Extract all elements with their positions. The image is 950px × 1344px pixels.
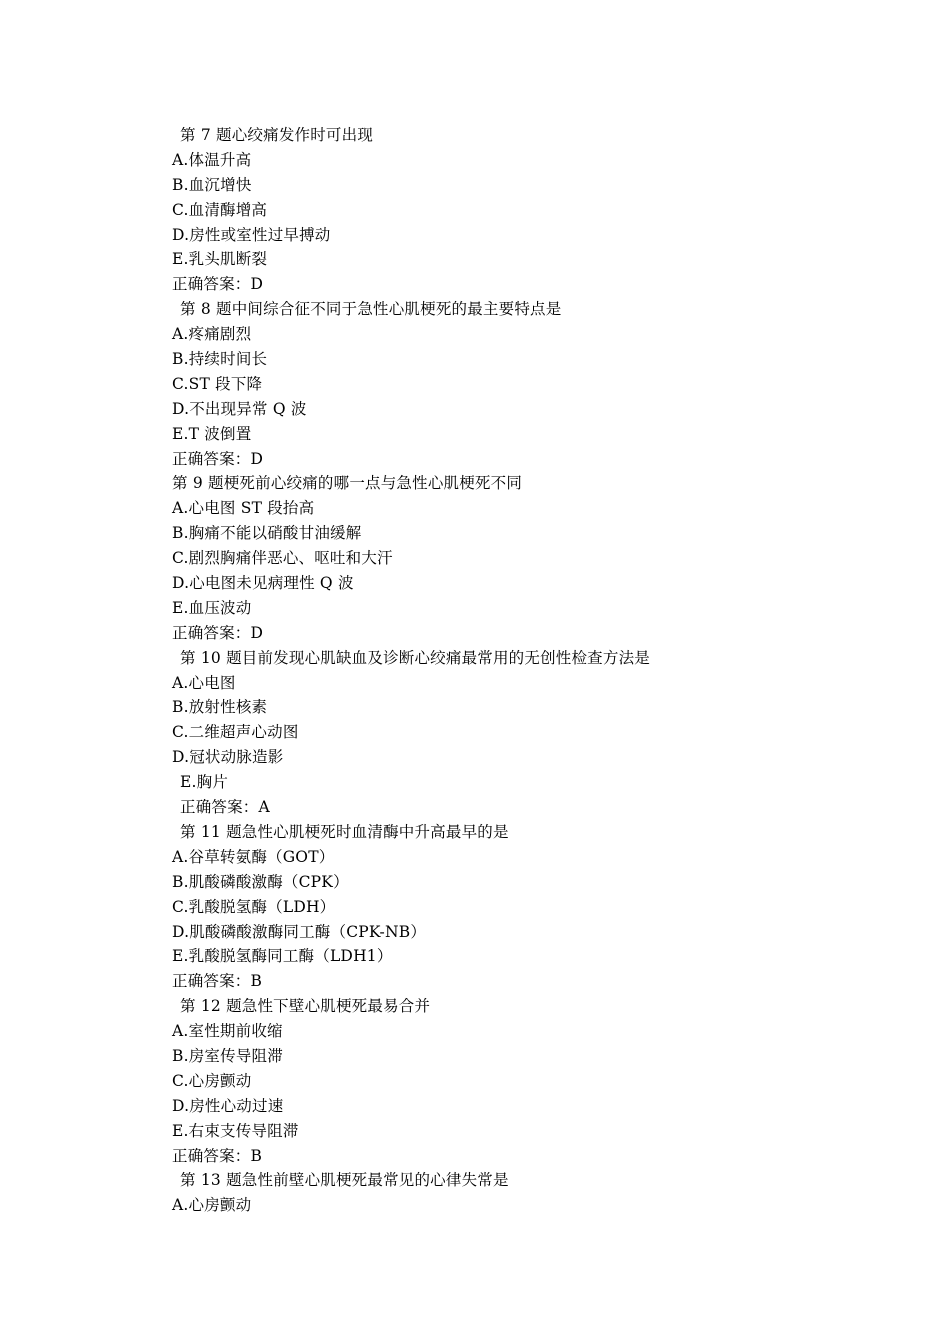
option-line: C.乳酸脱氢酶（LDH） [172, 897, 336, 916]
question-title: 第 13 题急性前壁心肌梗死最常见的心律失常是 [180, 1171, 509, 1190]
question-title: 第 12 题急性下壁心肌梗死最易合并 [180, 997, 431, 1016]
option-line: D.房性或室性过早搏动 [172, 225, 331, 244]
question-title: 第 8 题中间综合征不同于急性心肌梗死的最主要特点是 [180, 300, 562, 319]
question-title: 第 10 题目前发现心肌缺血及诊断心绞痛最常用的无创性检查方法是 [180, 648, 650, 667]
answer-line: 正确答案：D [172, 623, 264, 642]
option-line: C.二维超声心动图 [172, 723, 299, 742]
answer-line: 正确答案：A [180, 798, 270, 817]
option-line: E.乳酸脱氢酶同工酶（LDH1） [172, 947, 393, 966]
option-line: C.心房颤动 [172, 1071, 252, 1090]
option-line: B.肌酸磷酸激酶（CPK） [172, 872, 349, 891]
option-line: A.心电图 [172, 673, 236, 692]
option-line: D.冠状动脉造影 [172, 748, 284, 767]
option-line: E.乳头肌断裂 [172, 250, 268, 269]
answer-line: 正确答案：B [172, 1146, 263, 1165]
option-line: B.胸痛不能以硝酸甘油缓解 [172, 524, 362, 543]
option-line: C.剧烈胸痛伴恶心、呕吐和大汗 [172, 549, 393, 568]
option-line: D.肌酸磷酸激酶同工酶（CPK-NB） [172, 922, 427, 941]
option-line: D.房性心动过速 [172, 1096, 284, 1115]
option-line: A.体温升高 [172, 150, 252, 169]
question-title: 第 9 题梗死前心绞痛的哪一点与急性心肌梗死不同 [172, 474, 523, 493]
option-line: D.心电图未见病理性 Q 波 [172, 574, 354, 593]
option-line: A.室性期前收缩 [172, 1022, 283, 1041]
option-line: A.心房颤动 [172, 1196, 252, 1215]
option-line: B.血沉增快 [172, 175, 252, 194]
option-line: E.胸片 [180, 773, 229, 792]
option-line: B.房室传导阻滞 [172, 1046, 283, 1065]
question-title: 第 11 题急性心肌梗死时血清酶中升高最早的是 [180, 822, 509, 841]
answer-line: 正确答案：D [172, 449, 264, 468]
answer-line: 正确答案：B [172, 972, 263, 991]
option-line: E.右束支传导阻滞 [172, 1121, 299, 1140]
option-line: D.不出现异常 Q 波 [172, 399, 307, 418]
question-title: 第 7 题心绞痛发作时可出现 [180, 126, 374, 144]
option-line: A.心电图 ST 段抬高 [172, 499, 315, 518]
option-line: B.持续时间长 [172, 350, 268, 369]
answer-line: 正确答案：D [172, 275, 264, 294]
option-line: C.ST 段下降 [172, 374, 263, 393]
option-line: B.放射性核素 [172, 698, 268, 717]
option-line: E.T 波倒置 [172, 424, 252, 443]
option-line: E.血压波动 [172, 598, 252, 617]
question-list [172, 123, 872, 1218]
option-line: A.疼痛剧烈 [172, 325, 252, 344]
option-line: A.谷草转氨酶（GOT） [172, 847, 335, 866]
option-line: C.血清酶增高 [172, 200, 268, 219]
